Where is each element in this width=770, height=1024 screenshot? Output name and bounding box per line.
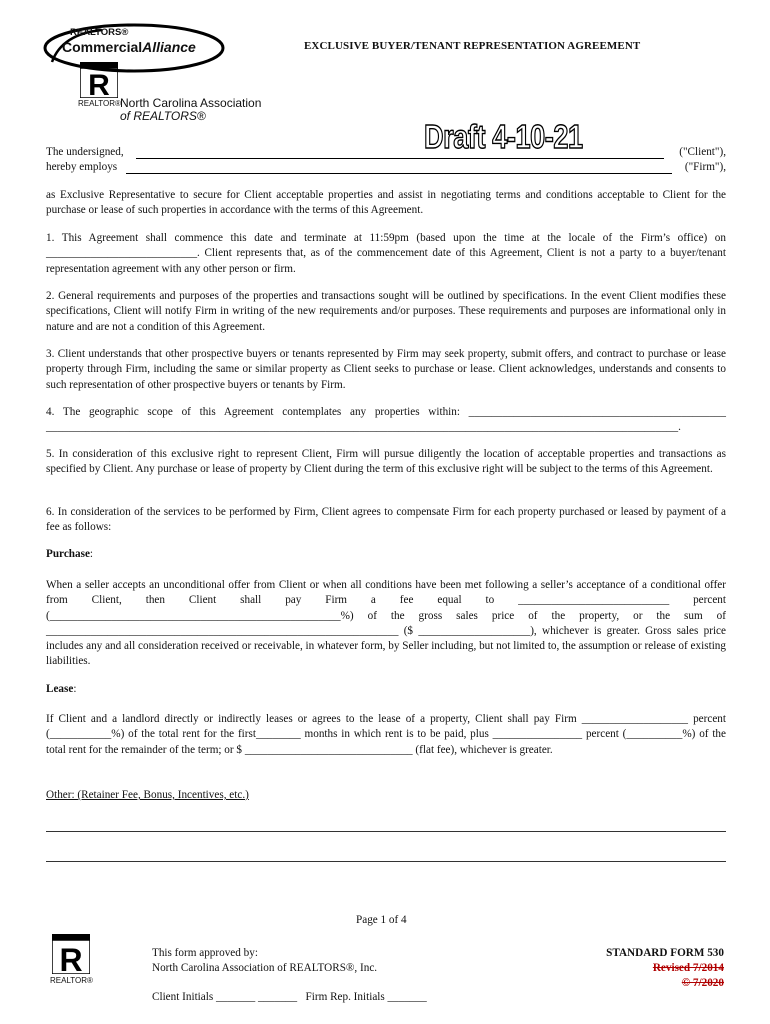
- initials-line[interactable]: Client Initials _______ _______ Firm Rep. Initials _______: [152, 991, 427, 1003]
- logo-main-text: [62, 39, 196, 55]
- paragraph-2-requirements: 2. General requirements and purposes of the properties and transactions sought will be outlined by specifications. In the event Client modifies these specifications, Client will notify Firm in writing of the new requirements and/or purposes. These requirements and purposes are informational only in nature and are not a condition of this Agreement.: [46, 290, 726, 333]
- approval-line-2: North Carolina Association of REALTORS®, Inc.: [152, 962, 378, 974]
- svg-text:R: R: [59, 942, 83, 974]
- other-fee-line-2[interactable]: [46, 861, 726, 862]
- logo-main-a: Commercial: [62, 39, 143, 55]
- other-fee-label: Other: (Retainer Fee, Bonus, Incentives, etc.): [46, 789, 249, 801]
- form-identifier: [606, 946, 724, 991]
- paragraph-6-compensation: 6. In consideration of the services to be performed by Firm, Client agrees to compensate Firm for each property purchased or leased by payment of a fee as follows:: [46, 506, 726, 534]
- approval-note: [152, 946, 377, 976]
- intro-line-client: [46, 146, 726, 158]
- purchase-heading-text: Purchase: [46, 548, 90, 560]
- intro-client-suffix: ("Client"),: [679, 146, 726, 158]
- paragraph-5-consideration: 5. In consideration of this exclusive right to represent Client, Firm will pursue diligently the location of acceptable properties and transactions as specified by Client. Any purchase or lease of property by Client during the term of this exclusive right will be subject to the terms of this Agreement.: [46, 448, 726, 476]
- footer-realtor-logo: [52, 934, 90, 974]
- purchase-terms: When a seller accepts an unconditional offer from Client or when all conditions have been met following a seller’s acceptance of a conditional offer from Client, then Client shall pay Firm a fee equal to ___________________________ percent (____________________________________________________%) of the gross sales price of the property, or the sum of _______________________________________________________________ ($ ____________________), whichever is greater. Gross sales price includes any and all consideration received or receivable, in whatever form, by Seller including, but not limited to, the assumption or release of existing liabilities.: [46, 579, 726, 668]
- association-name: [120, 97, 261, 123]
- commercial-alliance-logo: [42, 22, 227, 74]
- footer-realtor-mark-label: REALTOR®: [50, 976, 93, 985]
- realtor-logo: [80, 62, 118, 98]
- realtor-mark-label: REALTOR®: [78, 99, 121, 108]
- firm-name-blank[interactable]: [126, 173, 672, 174]
- draft-stamp: Draft 4-10-21: [424, 118, 583, 155]
- intro-undersigned-label: The undersigned,: [46, 146, 124, 158]
- page-number: Page 1 of 4: [356, 914, 407, 926]
- paragraph-3-other-buyers: 3. Client understands that other prospective buyers or tenants represented by Firm may seek property, submit offers, and contract to purchase or lease property through Firm, including the same or similar property as Client seeks to purchase or lease. Client acknowledges, understands and consents to such representation of other prospective buyers or tenants by Firm.: [46, 348, 726, 391]
- document-title: EXCLUSIVE BUYER/TENANT REPRESENTATION AGREEMENT: [304, 40, 641, 52]
- client-name-blank[interactable]: [136, 158, 664, 159]
- approval-line-1: This form approved by:: [152, 947, 258, 959]
- copyright-date: © 7/2020: [681, 977, 724, 989]
- intro-firm-suffix: ("Firm"),: [684, 161, 726, 173]
- intro-line-firm: [46, 161, 726, 173]
- svg-text:R: R: [88, 69, 110, 98]
- lease-heading-text: Lease: [46, 683, 74, 695]
- paragraph-representative: as Exclusive Representative to secure for Client acceptable properties and assist in negotiating terms and conditions acceptable to Client for the purchase or lease of such properties in accordance with the terms of this Agreement.: [46, 189, 726, 217]
- logo-top-text: REALTORS®: [70, 27, 129, 38]
- association-line-1: North Carolina Association: [120, 96, 262, 110]
- standard-form-number: STANDARD FORM 530: [606, 947, 724, 959]
- other-fee-line-1[interactable]: [46, 831, 726, 832]
- paragraph-1-term: 1. This Agreement shall commence this date and terminate at 11:59pm (based upon the time at the locale of the Firm’s office) on ___________________________. Client represents that, as of the commencement date of this Agreement, Client is not a party to a buyer/tenant representation agreement with any other person or firm.: [46, 232, 726, 275]
- association-line-2: of REALTORS®: [120, 109, 206, 123]
- intro-employs-label: hereby employs: [46, 161, 118, 173]
- purchase-heading: Purchase:: [46, 548, 94, 560]
- paragraph-4-geographic-scope: 4. The geographic scope of this Agreement contemplates any properties within: ______________________________________________ _________________________________________________________________________________________________________________.: [46, 406, 726, 434]
- logo-main-b: Alliance: [142, 39, 196, 55]
- lease-terms: If Client and a landlord directly or indirectly leases or agrees to the lease of a property, Client shall pay Firm ___________________ percent (___________%) of the total rent for the first________ months in which rent is to be paid, plus ________________ percent (__________%) of the total rent for the remainder of the term; or $ ______________________________ (flat fee), whichever is greater.: [46, 713, 726, 756]
- lease-heading: Lease:: [46, 683, 77, 695]
- revised-date: Revised 7/2014: [652, 962, 724, 974]
